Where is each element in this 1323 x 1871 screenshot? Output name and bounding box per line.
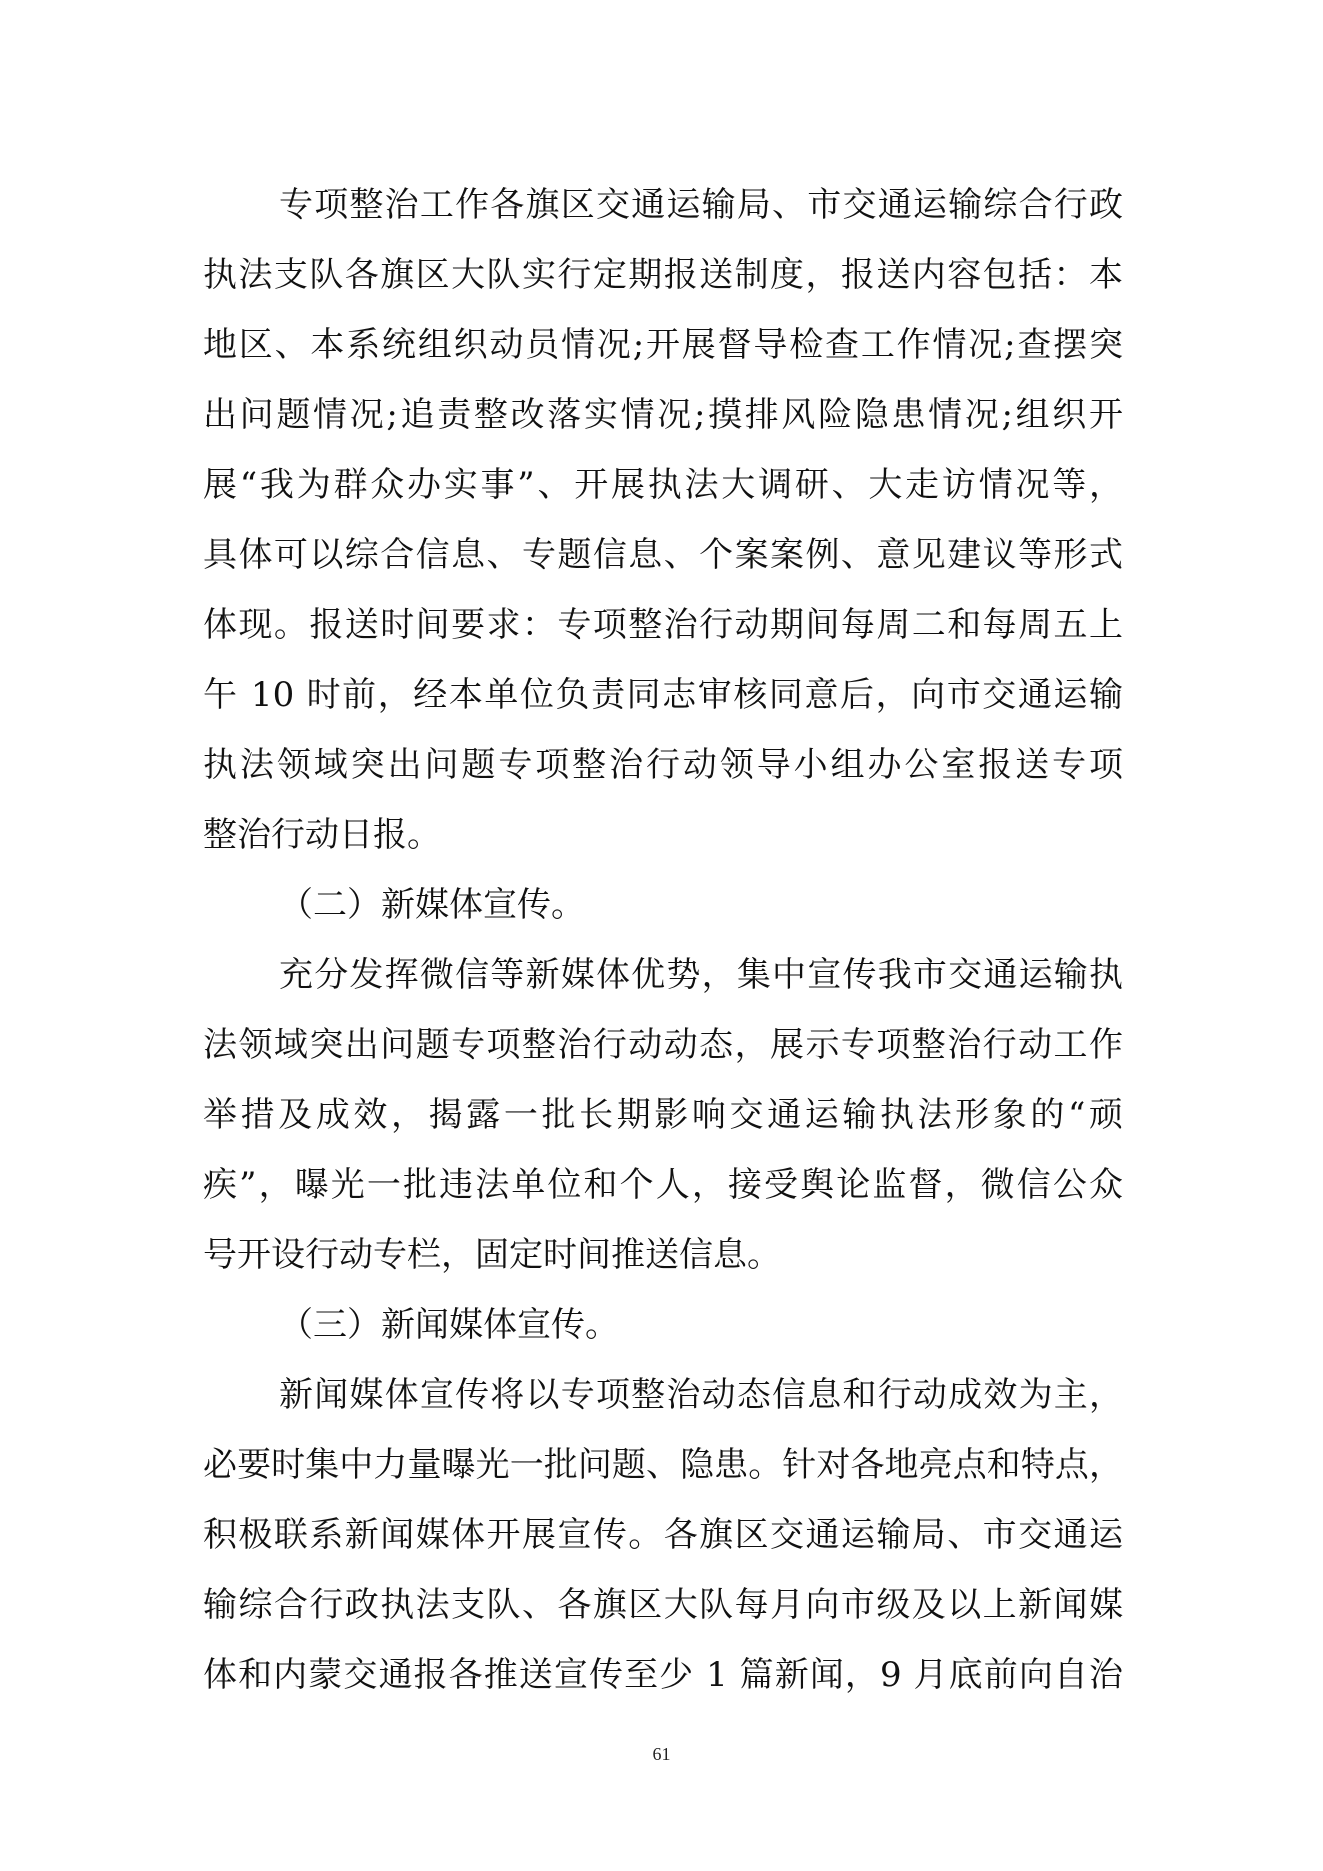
section-heading-news-media <box>203 1290 1123 1360</box>
text-line: 体现。报送时间要求：专项整治行动期间每周二和每周五上 <box>203 605 1123 645</box>
page-number: 61 <box>652 1744 671 1764</box>
text-line: 输综合行政执法支队、各旗区大队每月向市级及以上新闻媒 <box>203 1585 1123 1625</box>
text-line: 法领域突出问题专项整治行动动态，展示专项整治行动工作 <box>203 1025 1123 1065</box>
paragraph-reporting-system <box>203 170 1123 870</box>
paragraph-new-media <box>203 940 1123 1290</box>
text-line: 执法领域突出问题专项整治行动领导小组办公室报送专项 <box>203 745 1123 785</box>
text-line: 体和内蒙交通报各推送宣传至少 1 篇新闻，9 月底前向自治 <box>203 1655 1123 1695</box>
text-line: 疾”，曝光一批违法单位和个人，接受舆论监督，微信公众 <box>203 1165 1123 1205</box>
text-line: 具体可以综合信息、专题信息、个案案例、意见建议等形式 <box>203 535 1123 575</box>
text-line: 整治行动日报。 <box>203 815 441 855</box>
text-line: 充分发挥微信等新媒体优势，集中宣传我市交通运输执 <box>279 955 1123 995</box>
text-line: 出问题情况;追责整改落实情况;摸排风险隐患情况;组织开 <box>203 395 1123 435</box>
section-heading: （三）新闻媒体宣传。 <box>279 1305 619 1345</box>
text-line: 执法支队各旗区大队实行定期报送制度，报送内容包括：本 <box>203 255 1123 295</box>
section-heading-new-media <box>203 870 1123 940</box>
text-line: 必要时集中力量曝光一批问题、隐患。针对各地亮点和特点， <box>203 1445 1123 1485</box>
section-heading: （二）新媒体宣传。 <box>279 885 585 925</box>
text-line: 地区、本系统组织动员情况;开展督导检查工作情况;查摆突 <box>203 325 1123 365</box>
text-line: 积极联系新闻媒体开展宣传。各旗区交通运输局、市交通运 <box>203 1515 1123 1555</box>
body-text <box>203 170 1123 1710</box>
text-line: 举措及成效，揭露一批长期影响交通运输执法形象的“顽 <box>203 1095 1123 1135</box>
text-line: 号开设行动专栏，固定时间推送信息。 <box>203 1235 781 1275</box>
text-line: 展“我为群众办实事”、开展执法大调研、大走访情况等， <box>203 465 1123 505</box>
text-line: 新闻媒体宣传将以专项整治动态信息和行动成效为主， <box>279 1375 1123 1415</box>
text-line: 专项整治工作各旗区交通运输局、市交通运输综合行政 <box>279 185 1123 225</box>
text-line: 午 10 时前，经本单位负责同志审核同意后，向市交通运输 <box>203 675 1123 715</box>
paragraph-news-media <box>203 1360 1123 1710</box>
